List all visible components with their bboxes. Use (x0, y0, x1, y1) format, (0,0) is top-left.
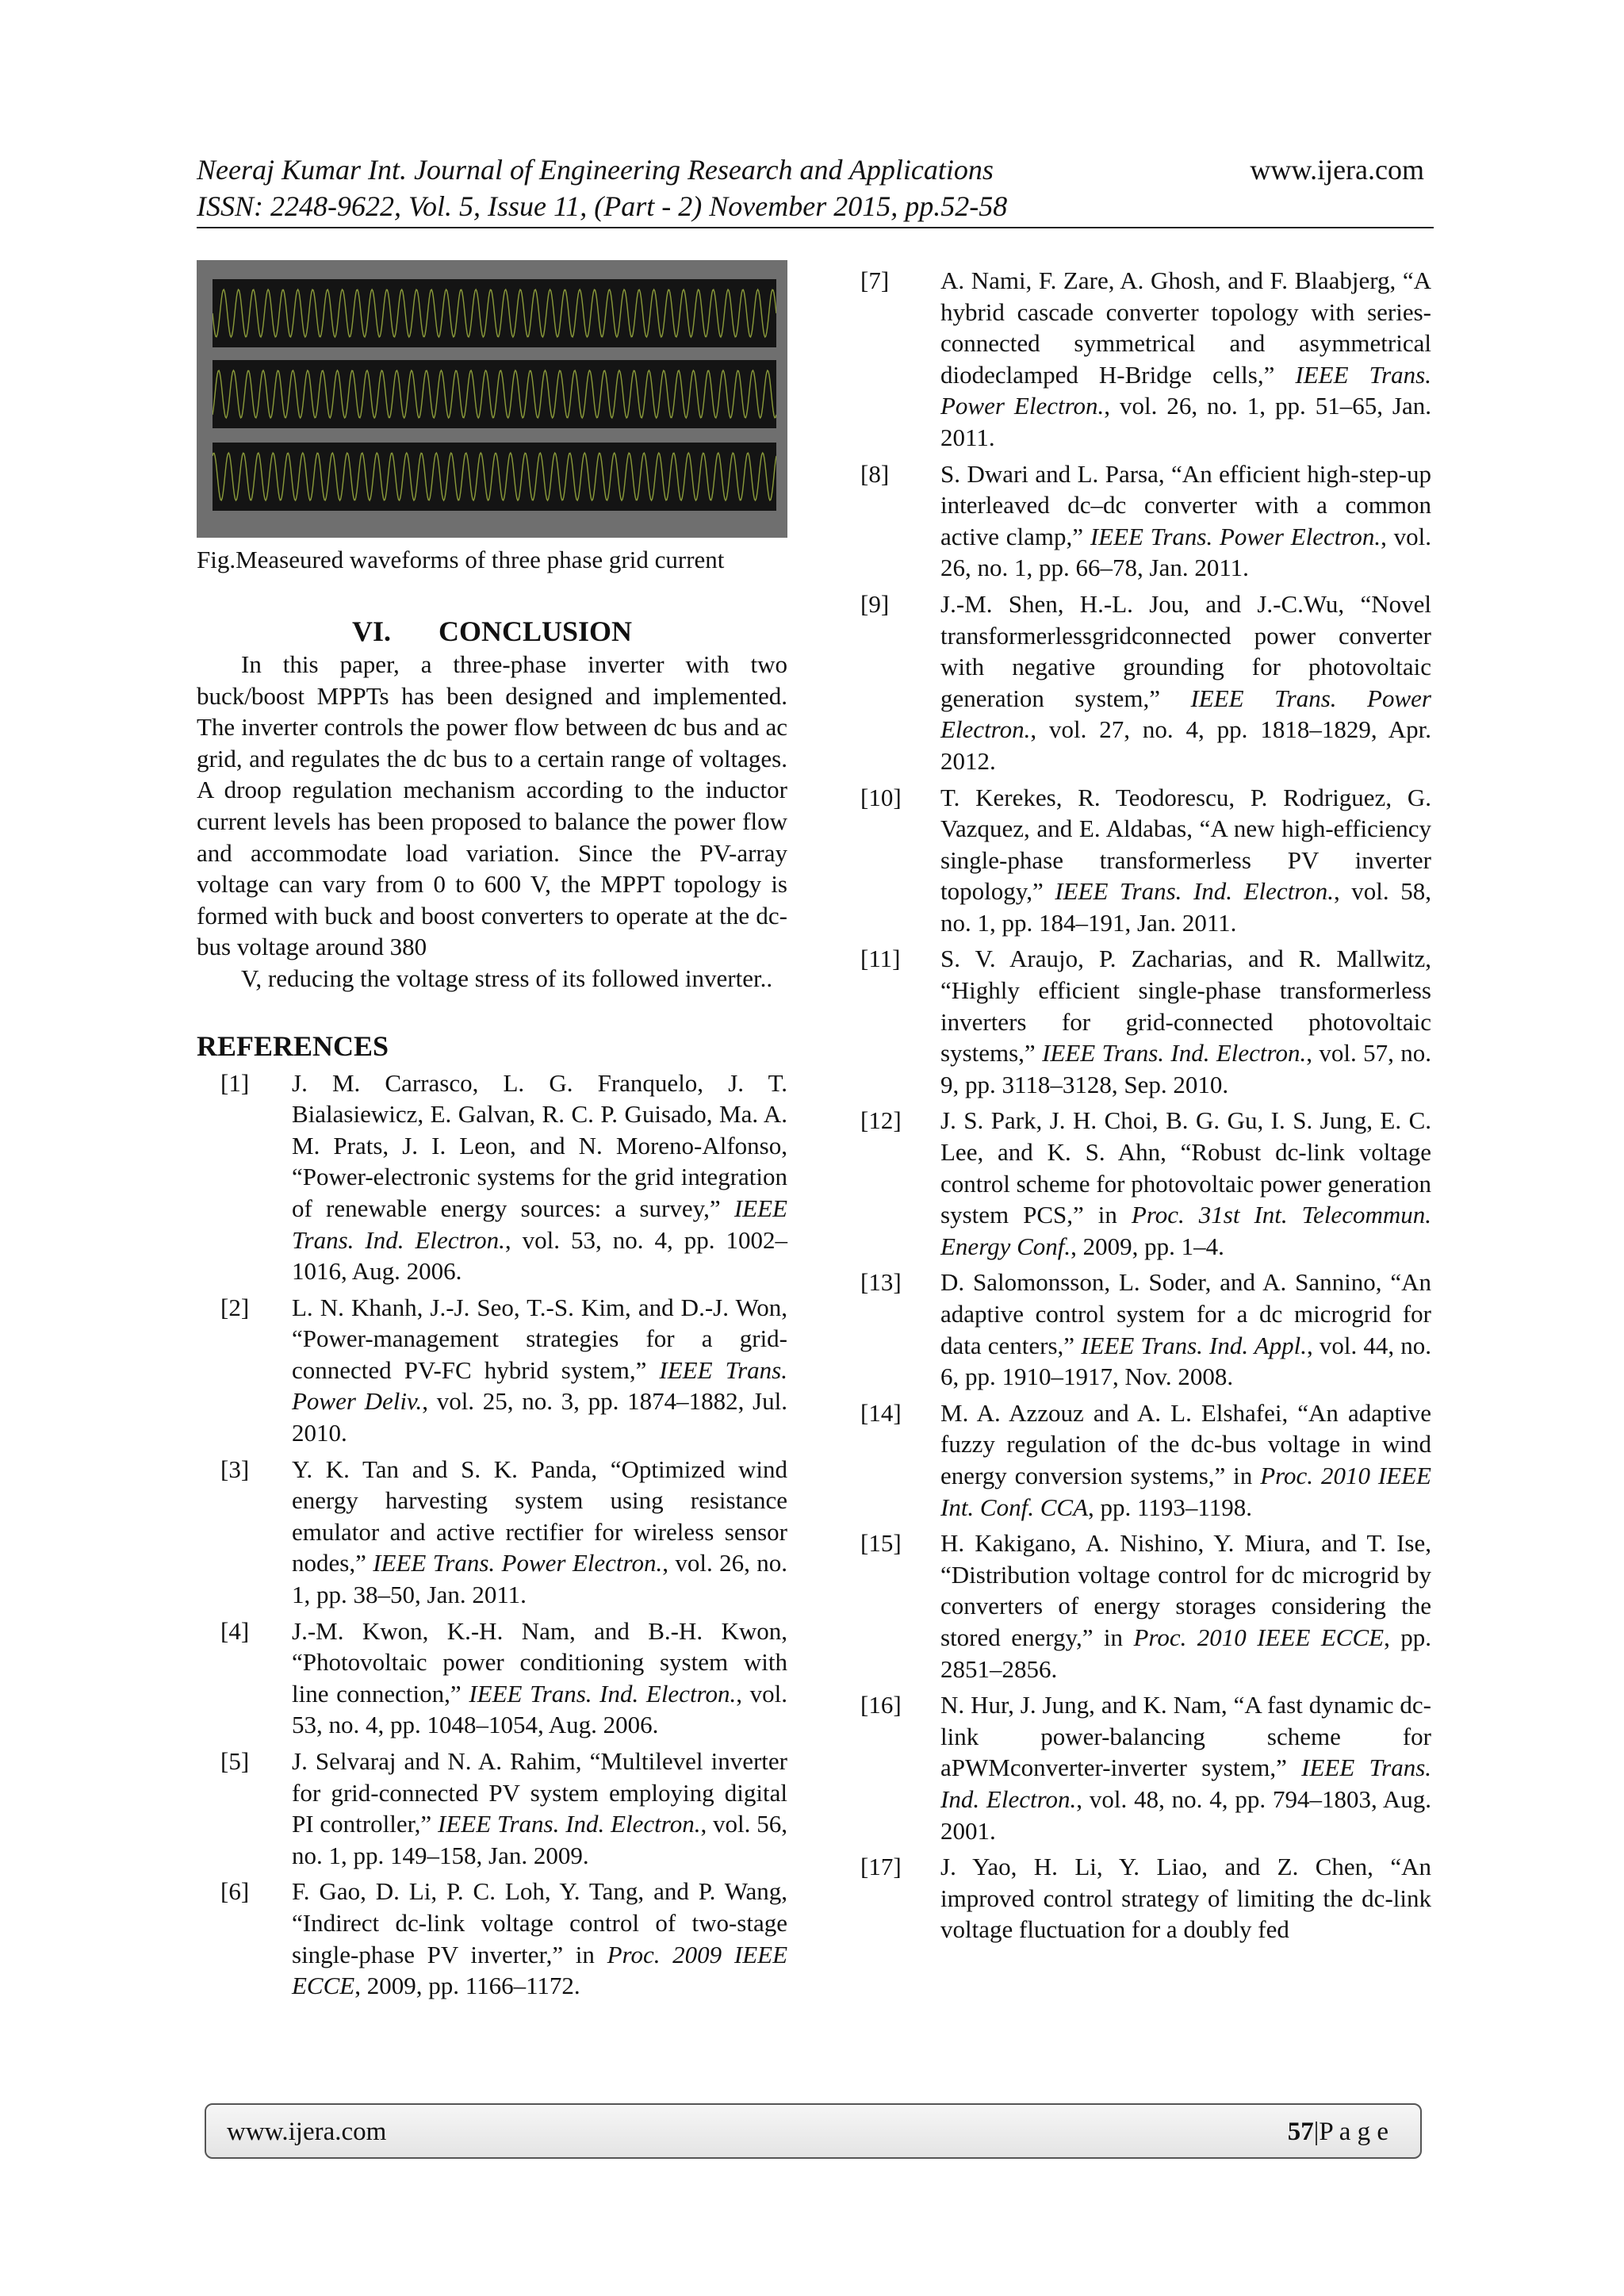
reference-item (860, 782, 1431, 939)
reference-number: [1] (220, 1068, 250, 1097)
reference-text (940, 1689, 1431, 1846)
reference-authors-title: F. Gao, D. Li, P. C. Loh, Y. Tang, and P. Wang, “Indirect dc-link voltage control of two-stage single-phase PV inverter,” in (292, 1877, 787, 1968)
conclusion-last-line: V, reducing the voltage stress of its followed inverter.. (241, 964, 773, 992)
reference-item (860, 1689, 1431, 1846)
waveform-trace (213, 453, 776, 500)
reference-venue: IEEE Trans. Power Electron. (1090, 522, 1381, 550)
header-website[interactable]: www.ijera.com (1250, 154, 1424, 186)
section-number: VI. (351, 615, 391, 647)
reference-item (860, 1267, 1431, 1392)
running-header (197, 152, 1434, 228)
reference-venue: Proc. 2010 IEEE ECCE (1133, 1623, 1385, 1651)
reference-list-right (860, 265, 1431, 1945)
waveform-phase-a (213, 279, 776, 347)
reference-venue: Proc. 2010 IEEE Int. Conf. CCA (940, 1461, 1431, 1521)
reference-venue: IEEE Trans. Ind. Electron. (940, 1754, 1432, 1813)
reference-details: , vol. 53, no. 4, pp. 1002– 1016, Aug. 2006. (292, 1225, 787, 1286)
waveform-phase-c (213, 443, 776, 511)
reference-text (940, 1105, 1431, 1262)
reference-text (292, 1616, 787, 1741)
reference-venue: Proc. 31st Int. Telecommun. Energy Conf. (940, 1201, 1431, 1260)
reference-details: , pp. 2851–2856. (940, 1623, 1432, 1683)
reference-venue: IEEE Trans. Ind. Appl. (1081, 1331, 1307, 1359)
reference-authors-title: Y. K. Tan and S. K. Panda, “Optimized wind energy harvesting system using resistance emulator and active rectifier for wireless sensor nodes,” (292, 1455, 787, 1577)
reference-item (860, 1527, 1431, 1685)
reference-text (940, 1527, 1431, 1685)
reference-details: , 2009, pp. 1–4. (1071, 1232, 1224, 1260)
reference-venue: IEEE Trans. Ind. Electron. (438, 1810, 701, 1838)
reference-details: , vol. 53, no. 4, pp. 1048–1054, Aug. 2006. (292, 1679, 787, 1739)
reference-number: [3] (220, 1455, 250, 1483)
reference-item (197, 1292, 787, 1449)
reference-authors-title: S. V. Araujo, P. Zacharias, and R. Mallwitz, “Highly efficient single-phase transformerless inverters for grid-connected photovoltaic systems,” (940, 945, 1431, 1068)
footer-website[interactable]: www.ijera.com (227, 2118, 387, 2146)
reference-item (860, 1397, 1431, 1523)
reference-details: , 2009, pp. 1166–1172. (354, 1972, 580, 2000)
journal-title-line: Neeraj Kumar Int. Journal of Engineering Research and Applications (197, 154, 994, 186)
reference-venue: IEEE Trans. Power Electron. (940, 360, 1431, 420)
reference-number: [12] (860, 1106, 902, 1135)
reference-text (292, 1454, 787, 1611)
reference-details: , vol. 27, no. 4, pp. 1818–1829, Apr. 2012. (940, 715, 1431, 775)
section-title: CONCLUSION (438, 615, 633, 647)
reference-venue: IEEE Trans. Power Electron. (940, 684, 1431, 744)
reference-item (197, 1454, 787, 1611)
reference-details: , vol. 26, no. 1, pp. 51–65, Jan. 2011. (940, 392, 1432, 451)
conclusion-paragraph (197, 649, 787, 995)
reference-authors-title: A. Nami, F. Zare, A. Ghosh, and F. Blaabjerg, “A hybrid cascade converter topology with series-connected symmetrical and asymmetrical diodeclamped H-Bridge cells,” (940, 266, 1431, 389)
reference-number: [6] (220, 1877, 250, 1906)
reference-number: [5] (220, 1747, 250, 1775)
reference-item (860, 588, 1431, 777)
reference-text (940, 1267, 1431, 1392)
reference-authors-title: T. Kerekes, R. Teodorescu, P. Rodriguez, G. Vazquez, and E. Aldabas, “A new high-efficiency single-phase transformerless PV inverter topology,” (940, 783, 1431, 906)
reference-number: [13] (860, 1268, 902, 1297)
reference-text (940, 782, 1431, 939)
reference-authors-title: J. Yao, H. Li, Y. Liao, and Z. Chen, “An improved control strategy of limiting the dc-link voltage fluctuation for a doubly fed (940, 1853, 1431, 1944)
page-number (1288, 2116, 1388, 2148)
figure-caption: Fig.Measeured waveforms of three phase grid current (197, 546, 725, 573)
reference-number: [11] (860, 945, 901, 973)
waveform-trace (213, 370, 776, 418)
reference-details: , vol. 26, no. 1, pp. 66–78, Jan. 2011. (940, 522, 1431, 582)
reference-authors-title: S. Dwari and L. Parsa, “An efficient high-step-up interleaved dc–dc converter with a common active clamp,” (940, 459, 1431, 550)
reference-text (940, 943, 1431, 1100)
waveform-plot (213, 360, 776, 428)
waveform-plot (213, 279, 776, 347)
reference-item (197, 1746, 787, 1871)
page-footer (205, 2103, 1422, 2159)
reference-text (292, 1068, 787, 1287)
reference-number: [10] (860, 783, 902, 811)
reference-item (860, 1851, 1431, 1945)
reference-number: [14] (860, 1398, 902, 1427)
waveform-figure (197, 260, 787, 538)
page-number-value: 57 (1287, 2118, 1314, 2146)
reference-number: [9] (860, 589, 890, 618)
reference-item (197, 1068, 787, 1287)
header-rule (197, 227, 1434, 228)
reference-text (292, 1746, 787, 1871)
reference-text (292, 1292, 787, 1449)
reference-details: , vol. 25, no. 3, pp. 1874–1882, Jul. 2010. (292, 1387, 787, 1447)
references-heading: REFERENCES (197, 1029, 389, 1062)
reference-authors-title: J. Selvaraj and N. A. Rahim, “Multilevel inverter for grid-connected PV system employing digital PI controller,” (292, 1747, 787, 1838)
reference-details: , vol. 26, no. 1, pp. 38–50, Jan. 2011. (292, 1549, 787, 1609)
reference-number: [16] (860, 1691, 902, 1719)
reference-details: , vol. 48, no. 4, pp. 794–1803, Aug. 2001. (940, 1784, 1431, 1845)
reference-number: [15] (860, 1529, 902, 1558)
reference-item (197, 1876, 787, 2001)
reference-number: [7] (860, 266, 890, 294)
waveform-plot (213, 443, 776, 511)
reference-authors-title: H. Kakigano, A. Nishino, Y. Miura, and T. Ise, “Distribution voltage control for dc microgrid by converters of energy storages considering the stored energy,” in (940, 1529, 1431, 1651)
reference-venue: Proc. 2009 IEEE ECCE (292, 1940, 788, 2000)
conclusion-text: In this paper, a three-phase inverter with two buck/boost MPPTs has been designed and implemented. The inverter controls the power flow between dc bus and ac grid, and regulates the dc bus to a certain range of voltages. A droop regulation mechanism according to the inductor current levels has been proposed to balance the power flow and accommodate load variation. Since the PV-array voltage can vary from 0 to 600 V, the MPPT topology is formed with buck and boost converters to operate at the dc-bus voltage around 380 (197, 650, 787, 961)
reference-number: [2] (220, 1293, 250, 1321)
reference-number: [8] (860, 459, 890, 488)
reference-details: , vol. 58, no. 1, pp. 184–191, Jan. 2011. (940, 877, 1431, 937)
page-label: |P a g e (1313, 2118, 1388, 2146)
reference-text (940, 458, 1431, 584)
left-column (197, 260, 787, 2002)
reference-venue: IEEE Trans. Ind. Electron. (469, 1679, 737, 1708)
reference-authors-title: J.-M. Shen, H.-L. Jou, and J.-C.Wu, “Novel transformerlessgridconnected power converter with negative grounding for photovoltaic generation system,” (940, 589, 1431, 712)
reference-text (940, 588, 1431, 777)
reference-item (860, 1105, 1431, 1262)
waveform-phase-b (213, 360, 776, 428)
reference-authors-title: J. S. Park, J. H. Choi, B. G. Gu, I. S. Jung, E. C. Lee, and K. S. Ahn, “Robust dc-link voltage control scheme for photovoltaic power generation system PCS,” in (940, 1106, 1431, 1229)
reference-details: , pp. 1193–1198. (1088, 1493, 1252, 1521)
waveform-trace (213, 289, 776, 337)
reference-details: , vol. 44, no. 6, pp. 1910–1917, Nov. 2008. (940, 1331, 1431, 1391)
reference-item (197, 1616, 787, 1741)
reference-authors-title: J.-M. Kwon, K.-H. Nam, and B.-H. Kwon, “Photovoltaic power conditioning system with line connection,” (292, 1616, 787, 1708)
reference-venue: IEEE Trans. Ind. Electron. (1055, 877, 1334, 906)
reference-number: [4] (220, 1616, 250, 1645)
reference-authors-title: D. Salomonsson, L. Soder, and A. Sannino, “An adaptive control system for a dc microgrid for data centers,” (940, 1268, 1431, 1359)
reference-text (940, 1397, 1431, 1523)
reference-venue: IEEE Trans. Ind. Electron. (1042, 1039, 1307, 1068)
reference-authors-title: N. Hur, J. Jung, and K. Nam, “A fast dynamic dc-link power-balancing scheme for aPWMconverter-inverter system,” (940, 1691, 1431, 1782)
reference-authors-title: J. M. Carrasco, L. G. Franquelo, J. T. Bialasiewicz, E. Galvan, R. C. P. Guisado, Ma. A. M. Prats, J. I. Leon, and N. Moreno-Alfonso, “Power-electronic systems for the grid integration of renewable energy sources: a survey,” (292, 1068, 787, 1222)
reference-number: [17] (860, 1853, 902, 1881)
reference-venue: IEEE Trans. Ind. Electron. (292, 1194, 787, 1254)
reference-list-left (197, 1068, 787, 2002)
issn-line: ISSN: 2248-9622, Vol. 5, Issue 11, (Part - 2) November 2015, pp.52-58 (197, 190, 1008, 222)
reference-item (860, 943, 1431, 1100)
reference-authors-title: L. N. Khanh, J.-J. Seo, T.-S. Kim, and D.-J. Won, “Power-management strategies for a grid-connected PV-FC hybrid system,” (292, 1293, 787, 1384)
reference-details: , vol. 57, no. 9, pp. 3118–3128, Sep. 2010. (940, 1039, 1431, 1098)
reference-venue: IEEE Trans. Power Electron. (373, 1549, 663, 1577)
section-heading (197, 614, 787, 649)
reference-item (860, 265, 1431, 454)
reference-venue: IEEE Trans. Power Deliv. (292, 1355, 787, 1416)
reference-details: , vol. 56, no. 1, pp. 149–158, Jan. 2009. (292, 1810, 787, 1869)
reference-text (940, 1851, 1431, 1945)
reference-authors-title: M. A. Azzouz and A. L. Elshafei, “An adaptive fuzzy regulation of the dc-bus voltage in wind energy conversion systems,” in (940, 1398, 1431, 1489)
reference-text (940, 265, 1431, 454)
reference-item (860, 458, 1431, 584)
reference-text (292, 1876, 787, 2001)
right-column (860, 260, 1431, 1945)
